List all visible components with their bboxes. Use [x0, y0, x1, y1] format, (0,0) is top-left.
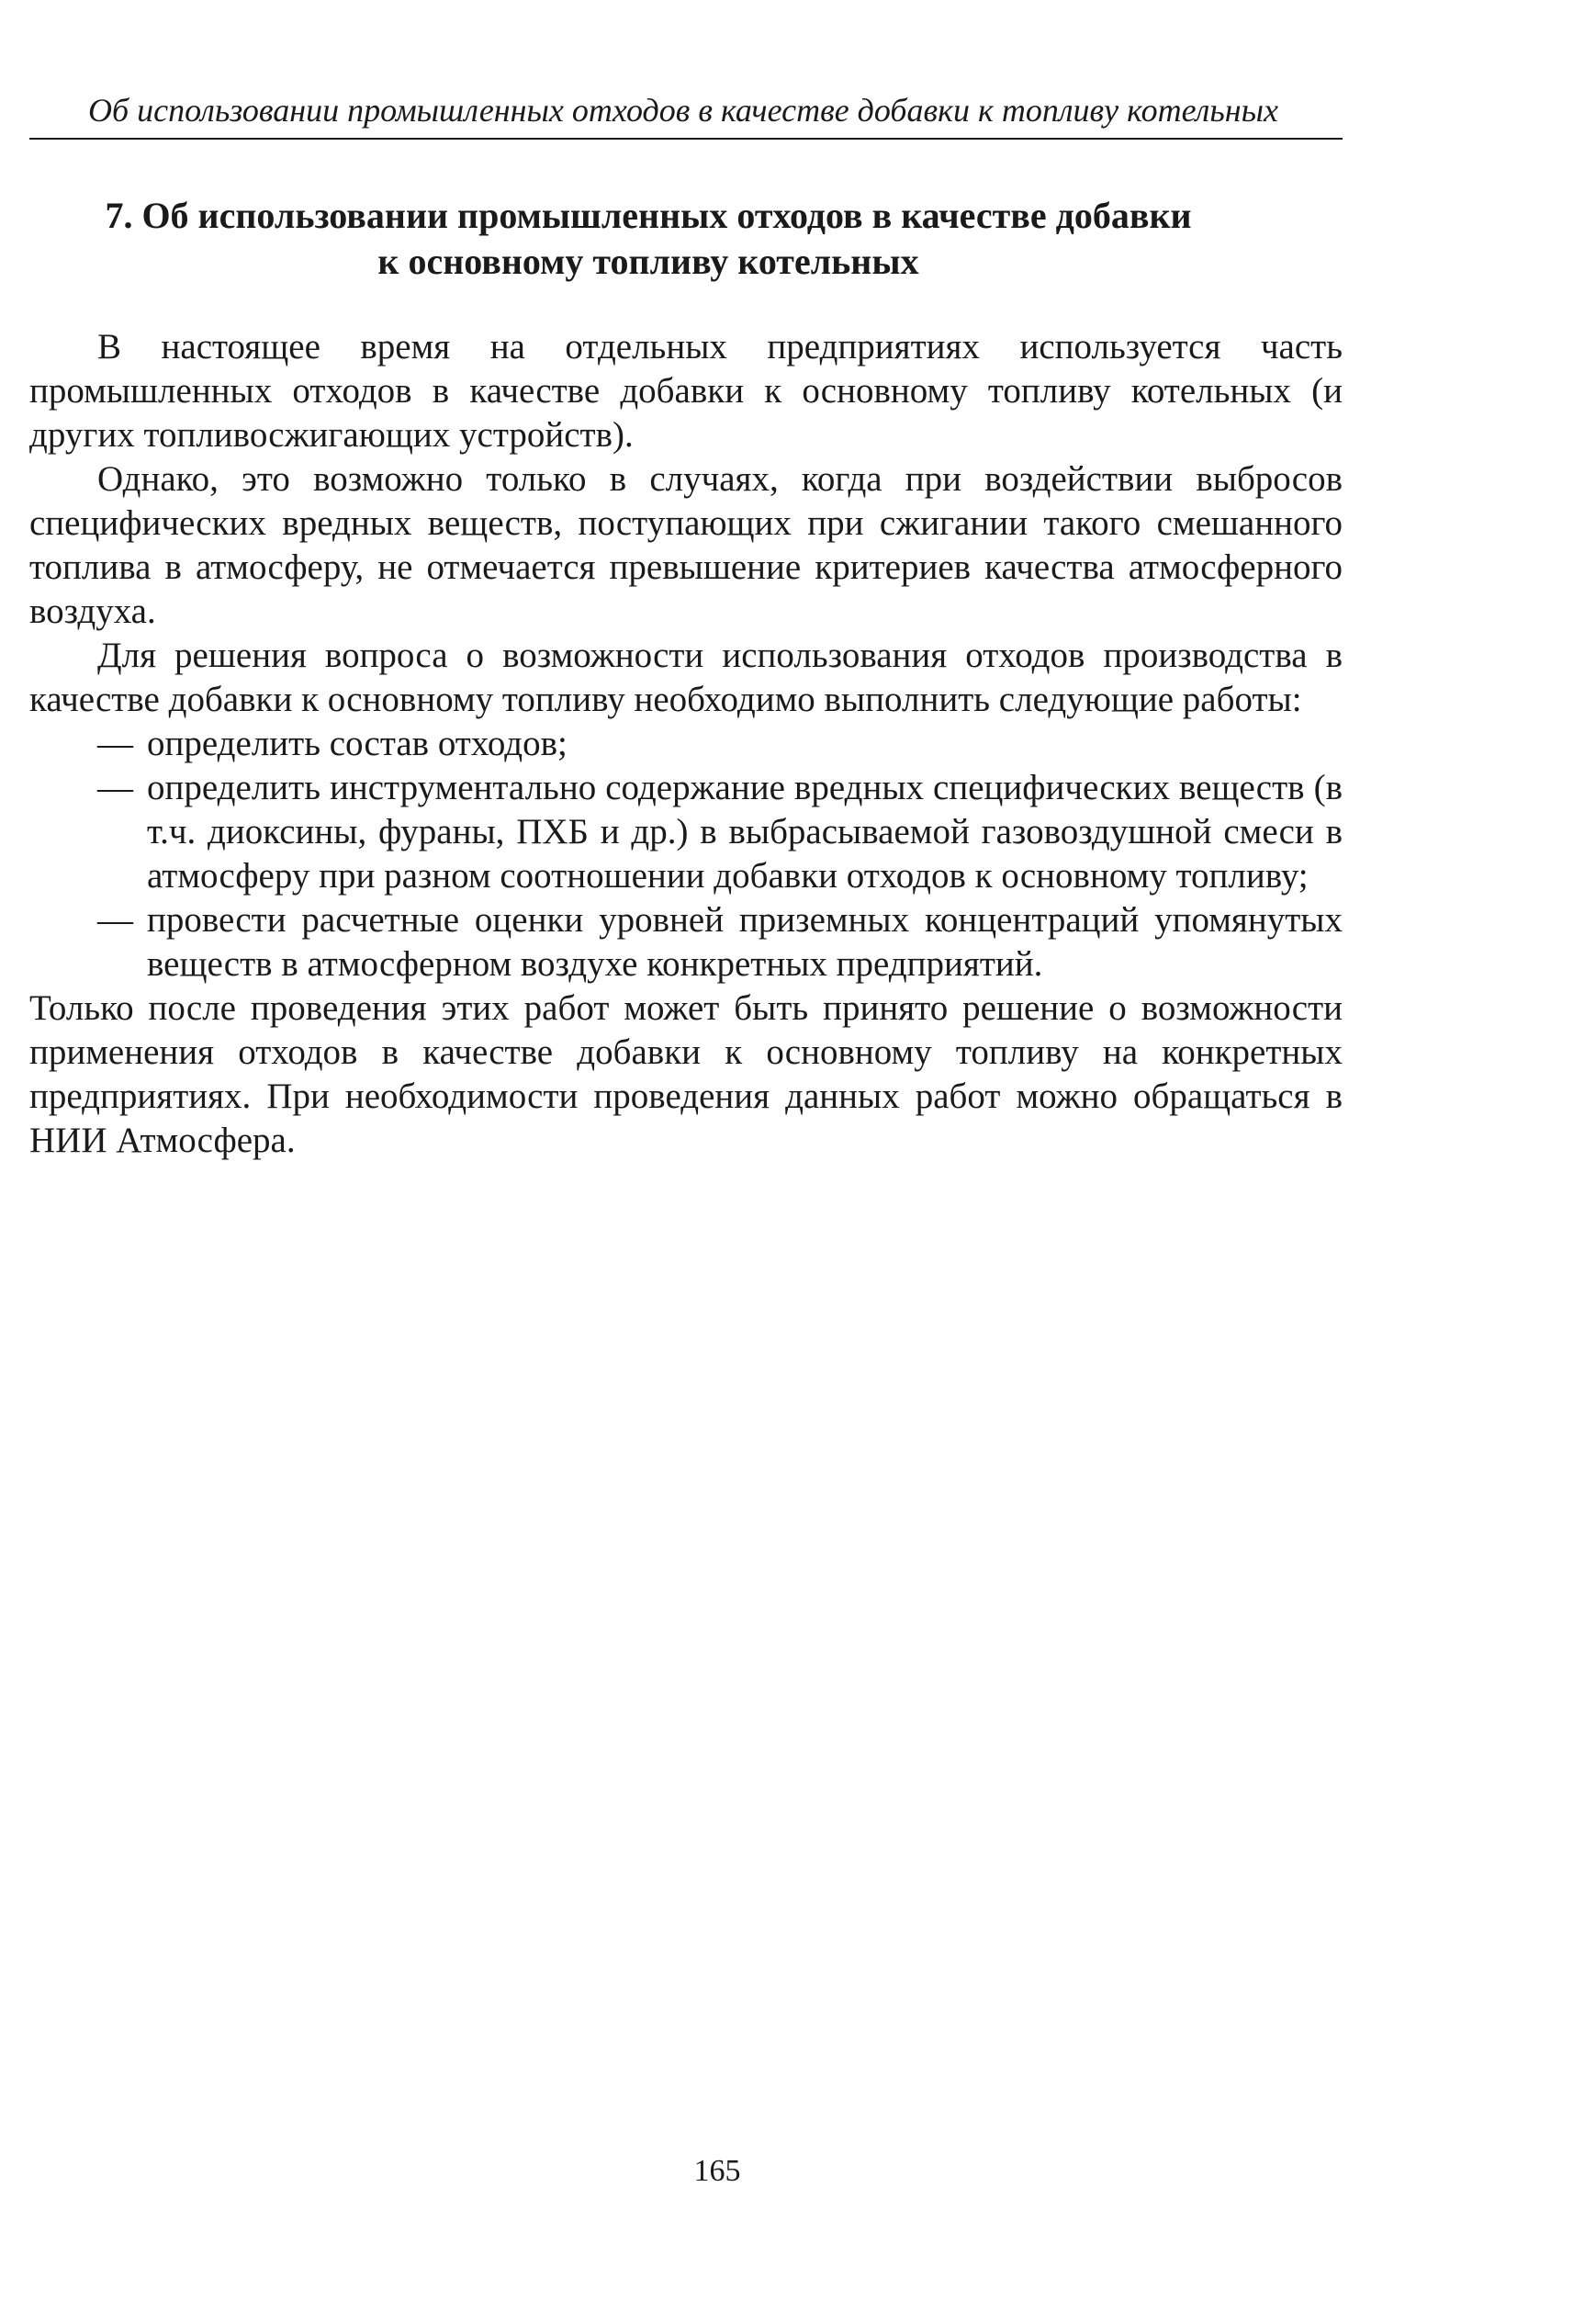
- list-item-text: определить состав отходов;: [147, 724, 568, 763]
- list-item-text: определить инструментально содержание вредных специфических веществ (в т.ч. диоксины, фураны, ПХБ и др.) в выбрасываемой газовоздушной смеси в атмосферу при разном соотношении добавки отходов к основному топливу;: [147, 768, 1343, 896]
- list-item: [29, 766, 1343, 898]
- paragraph-3: Для решения вопроса о возможности использования отходов производства в качестве добавки к основному топливу необходимо выполнить следующие работы:: [29, 636, 1343, 719]
- header-rule: [29, 138, 1343, 140]
- list-item: [29, 722, 1343, 766]
- work-list: [29, 722, 1343, 987]
- list-item: [29, 898, 1343, 987]
- dash-bullet: —: [97, 768, 133, 807]
- paragraph-2: Однако, это возможно только в случаях, когда при воздействии выбросов специфических вредных веществ, поступающих при сжигании такого смешанного топлива в атмосферу, не отмечается превышение критериев качества атмосферного воздуха.: [29, 459, 1343, 631]
- body-text: [29, 325, 1343, 1163]
- page: [29, 0, 1343, 2300]
- dash-bullet: —: [97, 724, 133, 763]
- paragraph-1: В настоящее время на отдельных предприятиях используется часть промышленных отходов в качестве добавки к основному топливу котельных (и других топливосжигающих устройств).: [29, 327, 1343, 455]
- paragraph-4: Только после проведения этих работ может быть принято решение о возможности применения отходов в качестве добавки к основному топливу на конкретных предприятиях. При необходимости проведения данных работ можно обращаться в НИИ Атмосфера.: [29, 988, 1343, 1160]
- running-head: Об использовании промышленных отходов в качестве добавки к топливу котельных: [88, 92, 1278, 129]
- dash-bullet: —: [97, 900, 133, 940]
- section-title: [29, 193, 1343, 285]
- list-item-text: провести расчетные оценки уровней приземных концентраций упомянутых веществ в атмосферном воздухе конкретных предприятий.: [147, 900, 1343, 984]
- section-title-line-1: 7. Об использовании промышленных отходов в качестве добавки: [105, 195, 1192, 236]
- page-number: 165: [693, 2154, 741, 2188]
- section-title-line-2: к основному топливу котельных: [377, 241, 919, 282]
